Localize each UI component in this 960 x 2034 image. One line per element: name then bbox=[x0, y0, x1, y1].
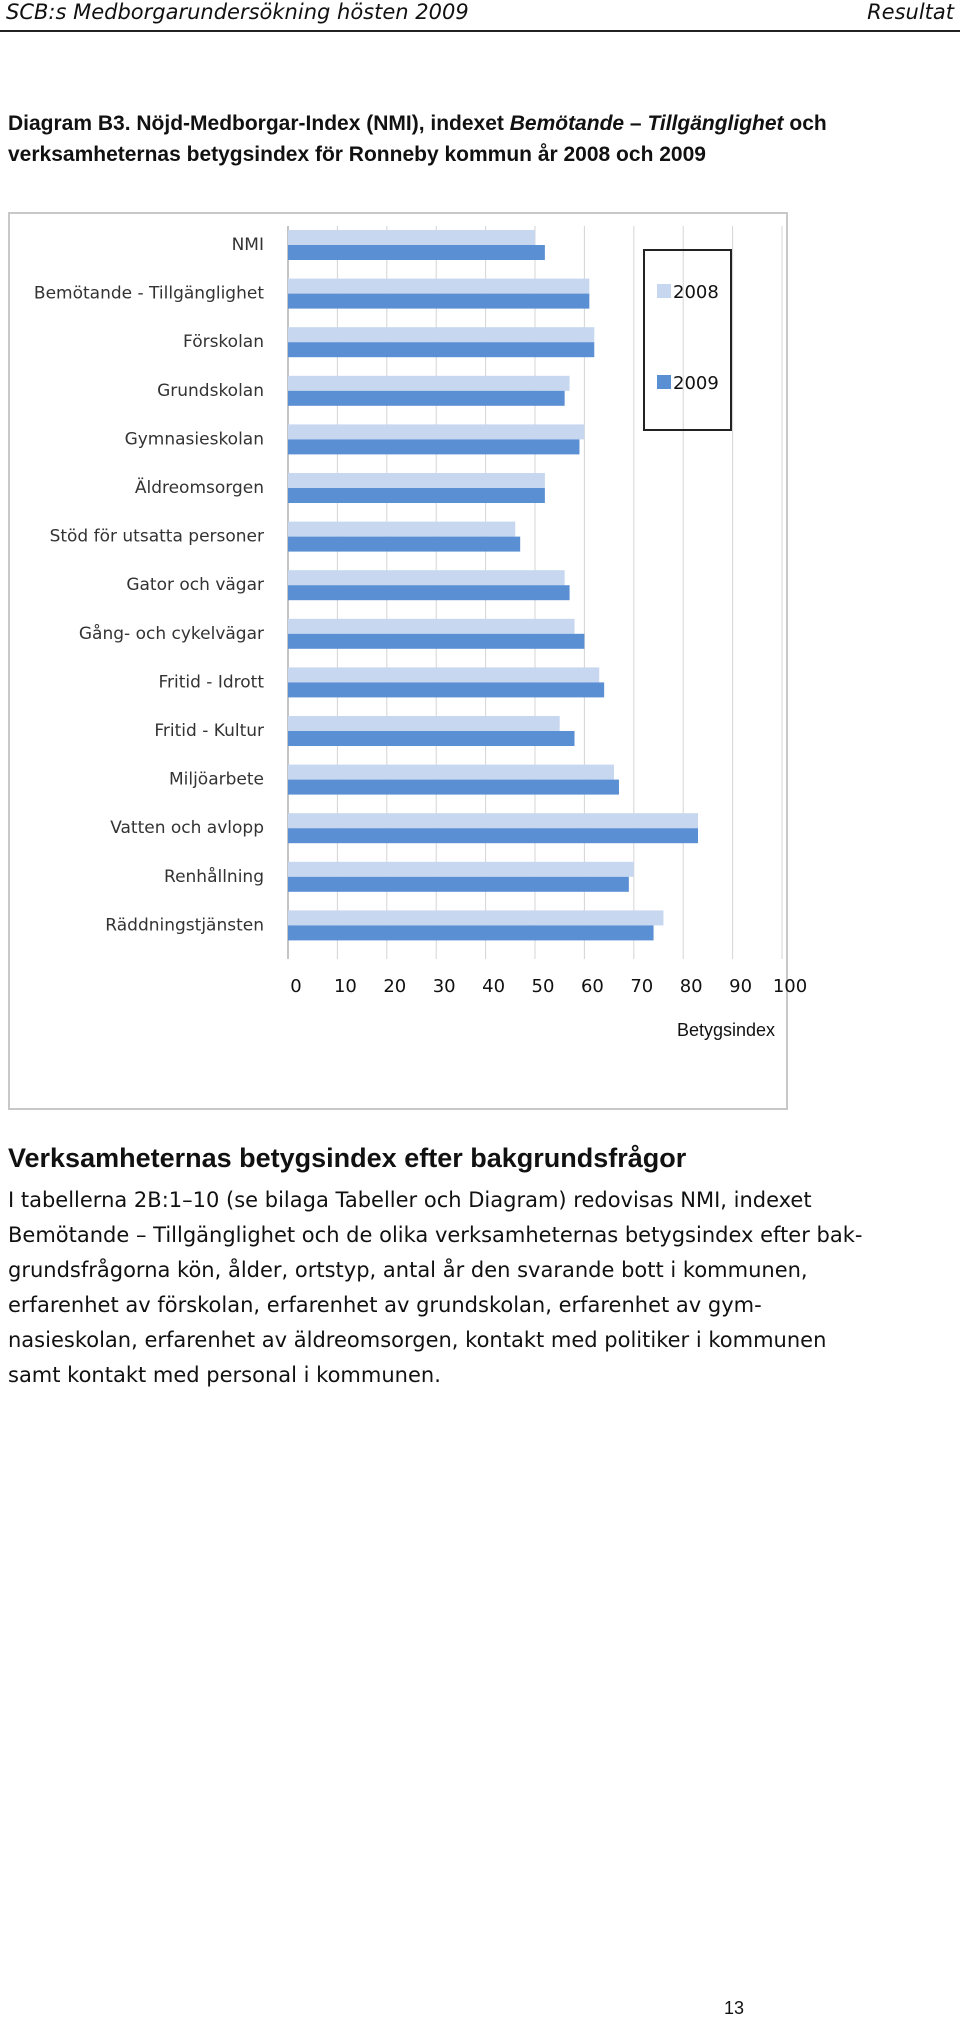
header-report-title: SCB:s Medborgarundersökning hösten 2009 bbox=[6, 0, 469, 24]
category-label-layer bbox=[34, 235, 264, 935]
header-section-label: Resultat bbox=[867, 0, 954, 24]
diagram-title bbox=[8, 108, 948, 170]
category-label: Gymnasieskolan bbox=[124, 429, 264, 450]
x-axis-label: Betygsindex bbox=[676, 1020, 776, 1040]
legend-frame bbox=[644, 250, 731, 430]
bar-2009-10 bbox=[288, 731, 575, 746]
x-tick-label: 30 bbox=[432, 976, 456, 997]
x-tick-label: 80 bbox=[679, 976, 703, 997]
category-label: Gång- och cykelvägar bbox=[78, 623, 264, 644]
bar-2009-7 bbox=[288, 585, 570, 600]
bar-2008-7 bbox=[288, 570, 565, 585]
bar-2008-11 bbox=[288, 765, 614, 780]
bar-2008-0 bbox=[288, 230, 535, 245]
bar-2009-8 bbox=[288, 634, 584, 649]
legend-label-2009: 2009 bbox=[673, 373, 719, 394]
category-label: Räddningstjänsten bbox=[105, 915, 264, 936]
bar-layer bbox=[288, 230, 698, 940]
category-label: Miljöarbete bbox=[168, 769, 264, 790]
bar-2008-14 bbox=[288, 910, 663, 925]
bar-2008-8 bbox=[288, 619, 575, 634]
bar-2008-2 bbox=[288, 327, 594, 342]
bar-2009-13 bbox=[288, 877, 629, 892]
bar-2008-13 bbox=[288, 862, 634, 877]
bar-2008-4 bbox=[288, 424, 584, 439]
category-label: Äldreomsorgen bbox=[134, 478, 264, 498]
chart-container bbox=[8, 212, 808, 1110]
diagram-title-italic-2: Tillgänglighet bbox=[647, 112, 784, 135]
category-label: Renhållning bbox=[164, 866, 264, 887]
category-label: Stöd för utsatta personer bbox=[49, 526, 264, 547]
diagram-title-dash: – bbox=[624, 112, 648, 135]
category-label: Bemötande - Tillgänglighet bbox=[33, 283, 264, 304]
diagram-title-lead: Diagram B3. Nöjd-Medborgar-Index (NMI), indexet bbox=[8, 112, 510, 135]
bar-chart bbox=[10, 214, 808, 1112]
legend-swatch-2009 bbox=[657, 375, 671, 389]
diagram-title-italic-1: Bemötande bbox=[509, 112, 625, 135]
category-label: Gator och vägar bbox=[126, 575, 264, 596]
category-label: Vatten och avlopp bbox=[110, 818, 264, 839]
category-label: NMI bbox=[231, 235, 264, 255]
category-label: Grundskolan bbox=[157, 380, 264, 401]
body-paragraph: I tabellerna 2B:1–10 (se bilaga Tabeller och Diagram) redovisas NMI, indexet Bemötande – Tillgänglighet och de olika verksamheternas betygsindex efter bak- grundsfrågorna kön, ålder, ortstyp, antal år den svarande bott i kommunen, erfarenhet av förskolan, erfarenhet av grundskolan, erfarenhet av gym- nasieskolan, erfarenhet av äldreomsorgen, kontakt med politiker i kommunen samt kontakt med personal i kommunen. bbox=[8, 1188, 863, 1387]
page-header bbox=[0, 0, 960, 32]
x-tick-label: 100 bbox=[772, 976, 808, 997]
bar-2009-6 bbox=[288, 537, 520, 552]
x-tick-label: 90 bbox=[729, 976, 753, 997]
legend-label-2008: 2008 bbox=[673, 282, 719, 303]
bar-2008-1 bbox=[288, 279, 589, 294]
bar-2008-10 bbox=[288, 716, 560, 731]
bar-2009-0 bbox=[288, 245, 545, 260]
bar-2008-9 bbox=[288, 667, 599, 682]
bar-2009-2 bbox=[288, 342, 594, 357]
bar-2009-12 bbox=[288, 828, 698, 843]
bar-2008-3 bbox=[288, 376, 570, 391]
section-heading: Verksamheternas betygsindex efter bakgrundsfrågor bbox=[8, 1143, 687, 1173]
x-tick-label: 40 bbox=[482, 976, 506, 997]
x-tick-label: 60 bbox=[580, 976, 604, 997]
bar-2009-14 bbox=[288, 925, 654, 940]
x-tick-label: 70 bbox=[630, 976, 654, 997]
page-number: 13 bbox=[723, 1998, 744, 2018]
bar-2008-12 bbox=[288, 813, 698, 828]
bar-2009-4 bbox=[288, 439, 579, 454]
legend-items bbox=[657, 282, 719, 394]
x-tick-label: 20 bbox=[383, 976, 407, 997]
legend-swatch-2008 bbox=[657, 284, 671, 298]
diagram-title-tail: och verksamheternas betygsindex för Ronneby kommun år 2008 och 2009 bbox=[8, 112, 827, 166]
bar-2009-11 bbox=[288, 780, 619, 795]
bar-2009-5 bbox=[288, 488, 545, 503]
category-label: Fritid - Kultur bbox=[154, 721, 264, 741]
bar-2008-6 bbox=[288, 522, 515, 537]
x-tick-label: 50 bbox=[531, 976, 555, 997]
x-tick-label: 0 bbox=[290, 976, 302, 997]
category-label: Förskolan bbox=[183, 332, 264, 353]
category-label: Fritid - Idrott bbox=[158, 672, 264, 693]
bar-2009-1 bbox=[288, 294, 589, 309]
bar-2009-9 bbox=[288, 682, 604, 697]
bar-2008-5 bbox=[288, 473, 545, 488]
legend bbox=[644, 250, 731, 430]
x-tick-layer bbox=[290, 976, 807, 997]
x-tick-label: 10 bbox=[333, 976, 357, 997]
bar-2009-3 bbox=[288, 391, 565, 406]
